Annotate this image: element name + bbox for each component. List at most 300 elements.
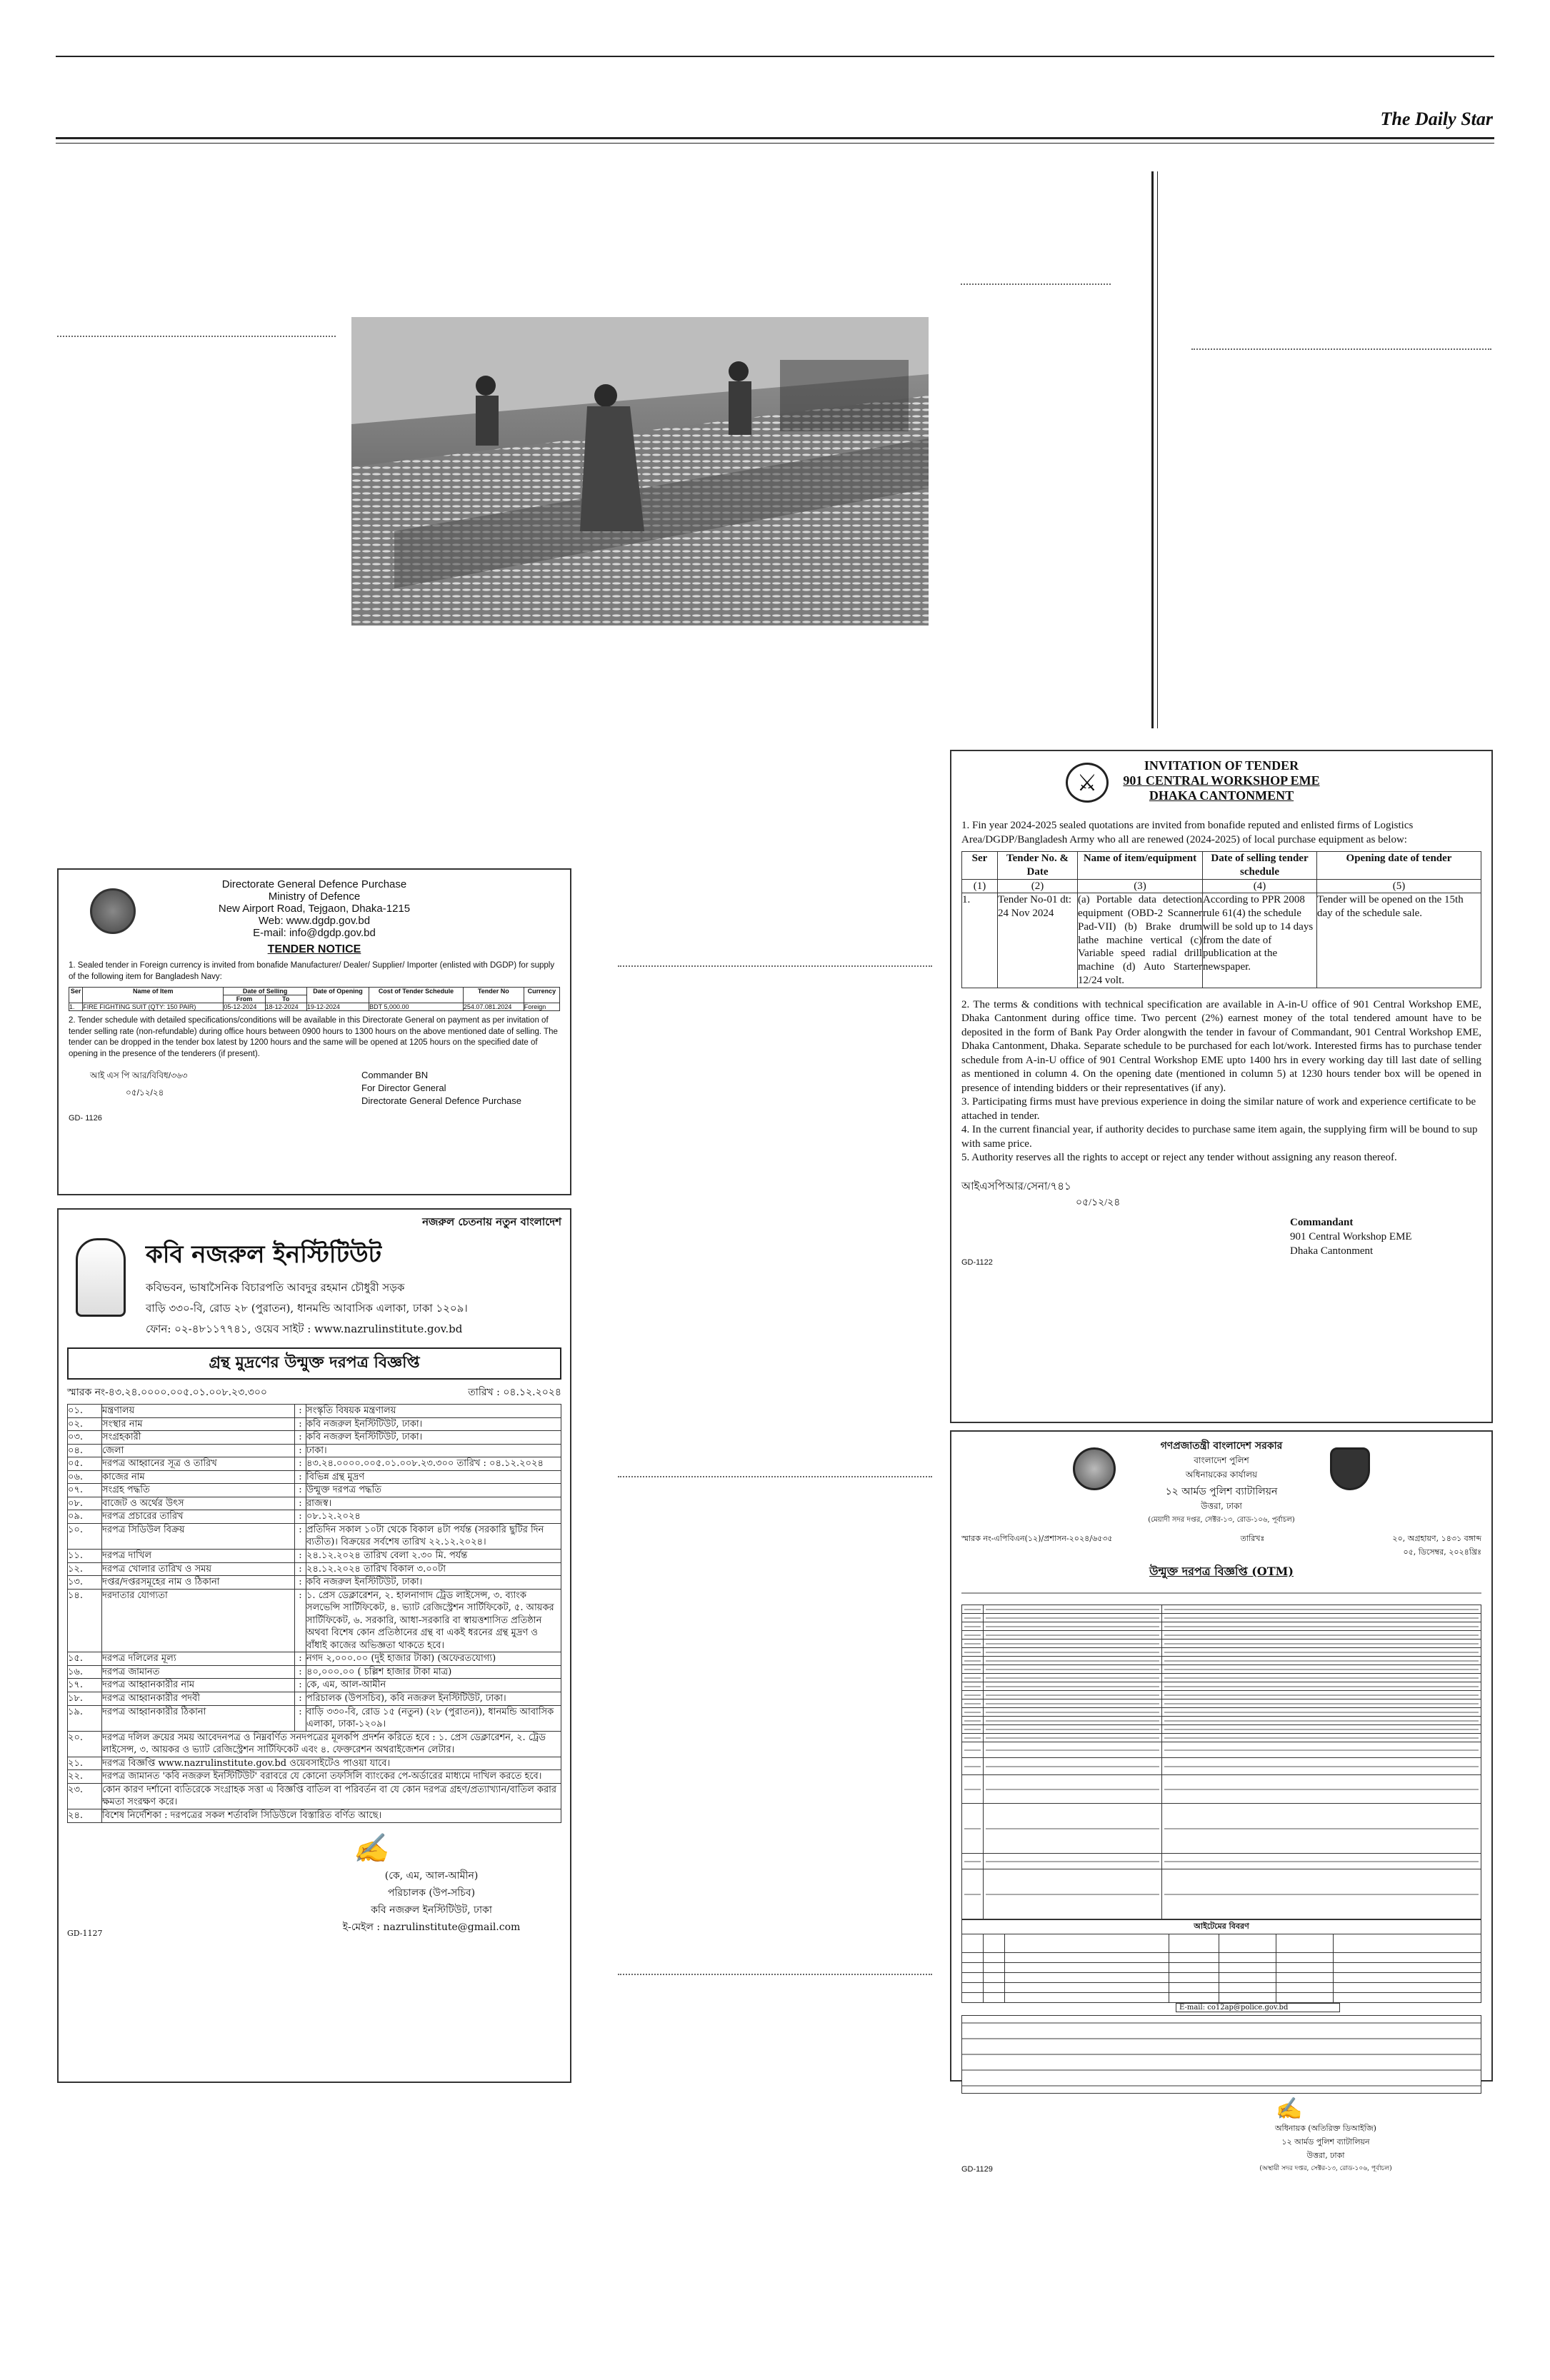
table-row [68,1665,561,1679]
text-line [986,1737,1159,1739]
text-line [986,1894,1159,1895]
table-cell [1334,1963,1481,1973]
eme-para1: 1. Fin year 2024-2025 sealed quotations are invited from bonafide reputed and enlisted firms of Logistics Area/DGDP/Bangladesh Army who all are renewed (2024-2025) of local purchase equipment as below: [961,820,1414,845]
text-line [964,1861,981,1862]
table-cell: ০১. [68,1405,102,1418]
table-row [962,1854,1481,1869]
table-cell: ০৩. [68,1431,102,1445]
dried-fish-photo-icon [351,317,929,626]
separator [961,283,1111,285]
table-cell [962,1775,984,1804]
text-line [964,1652,981,1653]
table-cell [1162,1682,1481,1691]
table-cell [984,1734,1162,1742]
table-cell [984,1983,1005,1993]
table-colon: : [295,1497,306,1510]
table-row [962,1605,1481,1614]
table-cell: ১৯. [68,1705,102,1731]
separator [618,1974,932,1975]
eme-sig1: Commandant [1290,1216,1354,1228]
eme-sig3: Dhaka Cantonment [1290,1245,1374,1257]
separator [1191,348,1491,350]
table-cell: উন্মুক্ত দরপত্র পদ্ধতি [306,1484,561,1497]
text-line [1164,1677,1479,1679]
text-line [964,1712,981,1713]
table-cell [1334,1934,1481,1953]
table-cell [984,1742,1162,1758]
table-cell [1169,1973,1219,1983]
text-line [964,1677,981,1679]
table-cell [984,1682,1162,1691]
table-cell [984,1605,1162,1614]
table-cell [984,1699,1162,1708]
table-row [962,1953,1481,1963]
table-row [962,1973,1481,1983]
table-cell [1162,1631,1481,1640]
table-cell [984,1657,1162,1665]
text-line [986,1729,1159,1730]
table-cell [984,1631,1162,1640]
table-colon: : [295,1417,306,1431]
table-cell: ০৯. [68,1510,102,1524]
table-cell: দরপত্র খোলার তারিখ ও সময় [102,1562,295,1576]
dgdp-th: To [265,995,306,1003]
nazrul-line3: ফোন: ০২-৪৮১১৭৭৪১, ওয়েব সাইট : www.nazrulinstitute.gov.bd [146,1322,463,1335]
dgdp-seal-icon [90,888,136,934]
table-cell [984,1640,1162,1648]
dgdp-title: Directorate General Defence Purchase [221,878,407,890]
table-cell [984,1691,1162,1699]
table-colon: : [295,1405,306,1418]
table-cell: কবি নজরুল ইনস্টিটিউট, ঢাকা। [306,1576,561,1590]
column-rule-2 [1157,171,1158,728]
table-cell [1169,1953,1219,1963]
text-line [986,1677,1159,1679]
table-cell [1334,1973,1481,1983]
table-cell [962,1963,984,1973]
table-row [68,1431,561,1445]
table-row [68,1457,561,1471]
table-colon: : [295,1679,306,1692]
table-cell: রাজস্ব। [306,1497,561,1510]
table-cell: প্রতিদিন সকাল ১০টা থেকে বিকাল ৪টা পর্যন্ত (সরকারি ছুটির দিন ব্যতীত)। বিক্রয়ের সর্বশেষ তারিখ ২২.১২.২০২৪। [306,1523,561,1549]
table-row [962,1640,1481,1648]
dgdp-cell: FIRE FIGHTING SUIT (QTY: 150 PAIR) [83,1003,224,1011]
separator [57,336,336,337]
table-cell [1162,1708,1481,1717]
table-cell: ২২. [68,1770,102,1784]
table-cell [962,1725,984,1734]
dgdp-cell: 19-12-2024 [306,1003,369,1011]
table-cell [1162,1742,1481,1758]
table-cell: ২০. [68,1731,102,1757]
dgdp-gd: GD- 1126 [69,1114,102,1123]
dgdp-heading: TENDER NOTICE [267,943,361,955]
table-cell: বিশেষ নির্দেশিকা : দরপত্রের সকল শর্তাবলি সিডিউলে বিস্তারিত বর্ণিত আছে। [102,1809,561,1822]
table-cell: সংগ্রহকারী [102,1431,295,1445]
separator [618,1476,932,1477]
table-cell: বাজেট ও অর্থের উৎস [102,1497,295,1510]
table-colon: : [295,1470,306,1484]
table-cell [1005,1963,1169,1973]
table-colon: : [295,1562,306,1576]
text-line [964,1609,981,1610]
table-cell: দরদাতার যোগ্যতা [102,1589,295,1652]
table-cell [1162,1691,1481,1699]
police-sig-title: অধিনায়ক (অতিরিক্ত ডিআইজি) [1275,2124,1376,2133]
table-row [962,1622,1481,1631]
table-cell [1276,1953,1334,1963]
table-cell: ১৩. [68,1576,102,1590]
table-cell: ২৪.১২.২০২৪ তারিখ বেলা ২.৩০ মি. পর্যন্ত [306,1550,561,1563]
table-cell: ১৫. [68,1652,102,1666]
eme-cell: Tender will be opened on the 15th day of the schedule sale. [1317,893,1481,988]
text-line [964,1729,981,1730]
table-cell [962,1953,984,1963]
table-cell [1169,1934,1219,1953]
table-row [962,1742,1481,1758]
text-line [964,1686,981,1687]
text-line [1164,1652,1479,1653]
table-cell [962,1674,984,1682]
eme-unit: 901 CENTRAL WORKSHOP EME [1123,773,1320,788]
text-line [986,1712,1159,1713]
text-line [986,1652,1159,1653]
eme-tender-notice [950,750,1493,1423]
table-cell [1219,1953,1276,1963]
table-cell: নগদ ২,০০০.০০ (দুই হাজার টাকা) (অফেরতযোগ্য) [306,1652,561,1666]
table-cell [962,1622,984,1631]
table-cell: জেলা [102,1444,295,1457]
text-line [1164,1609,1479,1610]
text-line [964,1828,981,1829]
nazrul-sig-org: কবি নজরুল ইনস্টিটিউট, ঢাকা [371,1904,492,1916]
text-line [964,1617,981,1619]
text-line [1164,1635,1479,1636]
table-row [68,1679,561,1692]
text-line [1164,1643,1479,1645]
table-cell [1005,1953,1169,1963]
text-line [1164,1669,1479,1670]
table-cell: কবি নজরুল ইনস্টিটিউট, ঢাকা। [306,1417,561,1431]
text-line [986,1766,1159,1767]
table-cell [962,1734,984,1742]
table-cell: দরপত্র সিডিউল বিক্রয় [102,1523,295,1549]
table-cell: বাড়ি ৩৩০-বি, রোড ১৫ (নতুন) (২৮ (পুরাতন)), ধানমন্ডি আবাসিক এলাকা, ঢাকা-১২০৯। [306,1705,561,1731]
dgdp-cell: Foreign [524,1003,559,1011]
text-line [1164,1712,1479,1713]
table-cell [962,1640,984,1648]
table-cell [962,1691,984,1699]
table-cell: ১৪. [68,1589,102,1652]
table-cell: দরপত্র প্রচারের তারিখ [102,1510,295,1524]
table-row [962,1934,1481,1953]
text-line [986,1861,1159,1862]
police-sig-addr: (অস্থায়ী সদর দপ্তর, সেক্টর-১৩, রোড-১০৬, পূর্বাচল) [1259,2165,1392,2172]
text-line [964,1635,981,1636]
table-cell [1219,1983,1276,1993]
text-line [986,1643,1159,1645]
table-cell [1162,1622,1481,1631]
police-date-label: তারিখঃ [1240,1534,1265,1543]
text-line [1164,1617,1479,1619]
text-line [1164,1737,1479,1739]
table-cell [962,1708,984,1717]
table-cell [1219,1993,1276,2003]
text-line [986,1749,1159,1751]
table-cell [962,1854,984,1869]
eme-th: Opening date of tender [1317,852,1481,880]
text-line [1164,1828,1479,1829]
nazrul-signature-icon: ✍ [353,1832,389,1865]
nazrul-date: তারিখ : ০৪.১২.২০২৪ [468,1387,561,1398]
dgdp-sig2: For Director General [361,1083,446,1094]
table-colon: : [295,1523,306,1549]
text-line [964,1766,981,1767]
police-goods-title: আইটেমের বিবরণ [961,1919,1481,1934]
text-line [1164,1694,1479,1696]
table-cell [1276,1993,1334,2003]
eme-para3: 3. Participating firms must have previous experience in doing the similar nature of work and experience certificate to be attached in tender. [961,1096,1476,1122]
dgdp-th: Ser [69,988,83,1003]
eme-heading: INVITATION OF TENDER [1144,758,1299,773]
text-line [986,1669,1159,1670]
text-line [986,1694,1159,1696]
table-cell: দরপত্র জামানত [102,1665,295,1679]
table-row [962,1614,1481,1622]
table-cell [984,1993,1005,2003]
eme-num: (3) [1078,879,1203,893]
table-row [962,1674,1481,1682]
table-cell [1334,1983,1481,1993]
table-cell [962,1717,984,1725]
table-cell: বিভিন্ন গ্রন্থ মুদ্রণ [306,1470,561,1484]
eme-para5: 5. Authority reserves all the rights to accept or reject any tender without assigning any reason thereof. [961,1152,1397,1163]
table-row [68,1510,561,1524]
table-cell [1169,1963,1219,1973]
table-colon: : [295,1550,306,1563]
dgdp-th: From [224,995,265,1003]
table-cell: ০৮. [68,1497,102,1510]
table-cell: কে, এম, আল-আমীন [306,1679,561,1692]
table-cell: ২৪.১২.২০২৪ তারিখ বিকাল ৩.০০টা [306,1562,561,1576]
dgdp-table [69,987,560,1011]
table-row [68,1692,561,1706]
police-sig-unit: ১২ আর্মড পুলিশ ব্যাটালিয়ন [1281,2137,1370,2146]
dgdp-cell: 05-12-2024 [224,1003,265,1011]
police-office: অধিনায়কের কার্যালয় [1185,1470,1258,1480]
table-cell [962,1869,984,1919]
dgdp-th: Date of Selling [224,988,307,995]
table-row [962,1804,1481,1854]
police-intro-text [961,1586,1481,1602]
nazrul-gd: GD-1127 [67,1928,103,1938]
table-cell: ০৬. [68,1470,102,1484]
table-row [962,1758,1481,1775]
table-cell: দরপত্র জামানত 'কবি নজরুল ইনস্টিটিউট' বরাবরে যে কোনো তফসিলি ব্যাংকের পে-অর্ডারের মাধ্যমে দাখিল করতে হবে। [102,1770,561,1784]
table-cell [984,1758,1162,1775]
police-heading: উন্মুক্ত দরপত্র বিজ্ঞপ্তি (OTM) [1149,1565,1294,1578]
nazrul-line2: বাড়ি ৩৩০-বি, রোড ২৮ (পুরাতন), ধানমন্ডি আবাসিক এলাকা, ঢাকা ১২০৯। [146,1302,468,1315]
table-cell [1276,1963,1334,1973]
police-email: E-mail: co12ap@police.gov.bd [1176,2003,1340,2012]
table-colon: : [295,1484,306,1497]
table-row [68,1589,561,1652]
dgdp-cell: BDT 5,000.00 [369,1003,464,1011]
eme-cell: 1. [962,893,998,988]
eme-gd: GD-1122 [961,1257,993,1267]
dgdp-th: Date of Opening [306,988,369,1003]
table-cell: ৪০,০০০.০০ ( চল্লিশ হাজার টাকা মাত্র) [306,1665,561,1679]
text-line [986,1635,1159,1636]
eme-th: Date of selling tender schedule [1203,852,1317,880]
bangladesh-emblem-icon [1073,1447,1116,1490]
table-cell [962,1973,984,1983]
table-cell [1162,1804,1481,1854]
table-cell: কোন কারণ দর্শানো ব্যতিরেকে সংগ্রাহক সত্তা এ বিজ্ঞপ্তি বাতিল বা পরিবর্তন বা যে কোন দরপত্র গ্রহণ/প্রত্যাখ্যান/বাতিল করার ক্ষমতা সংরক্ষণ করে। [102,1783,561,1809]
dgdp-th: Cost of Tender Schedule [369,988,464,1003]
table-cell [1162,1869,1481,1919]
eme-ref-date: ০৫/১২/২৪ [1076,1197,1121,1208]
eme-para4: 4. In the current financial year, if authority decides to purchase same item again, the supplying firm will be bound to sup with same price. [961,1124,1478,1150]
text-line [986,1609,1159,1610]
table-row [68,1809,561,1822]
table-cell: দরপত্র আহ্বানকারীর ঠিকানা [102,1705,295,1731]
text-line [964,1643,981,1645]
eme-table [961,851,1481,988]
dgdp-para2: 2. Tender schedule with detailed specifications/conditions will be available in this Directorate General on payment as per invitation of tender selling rate (non-refundable) during office hours between 0900 hours to 1300 hours on the above mentioned date of selling. The tender can be dropped in the tender box latest by 1200 hours and the same will be opened at 1205 hours on the specified date of opening in the presence of the tenderers (if present). [69,1016,558,1058]
text-line [986,1617,1159,1619]
table-cell [1276,1983,1334,1993]
text-line [986,1828,1159,1829]
table-cell [962,1804,984,1854]
table-cell [1162,1854,1481,1869]
table-cell [1169,1983,1219,1993]
table-cell: ০২. [68,1417,102,1431]
table-cell: ১. প্রেস ডেক্লারেশন, ২. হালনাগাদ ট্রেড লাইসেন্স, ৩. ব্যাংক সলভেন্সি সার্টিফিকেট, ৪. ভ্যাট রেজিস্ট্রেশন সার্টিফিকেট, ৫. আয়কর সার্টিফিকেট, ৬. সরকারি, আধা-সরকারি বা স্বায়ত্তশাসিত প্রতিষ্ঠান অথবা বিশেষ কোন প্রতিষ্ঠানের গ্রন্থ বা একই ধরনের গ্রন্থ মুদ্রণ ও বাঁধাই কাজের অভিজ্ঞতা থাকতে হবে। [306,1589,561,1652]
text-line [964,1626,981,1627]
police-tender-notice [950,1430,1493,2174]
separator [618,965,932,967]
table-cell: দপ্তর/দপ্তরসমূহের নাম ও ঠিকানা [102,1576,295,1590]
table-row [962,1869,1481,1919]
eme-cell: (a) Portable data detection equipment (OBD-2 Scanner Pad-VII) (b) Brake drum lathe machine vertical (c) Variable speed radial drill machine (d) Auto Starter 12/24 volt. [1078,893,1203,988]
table-cell [984,1622,1162,1631]
police-memo: স্মারক নং-এপিবিএন(১২)/প্রশাসন-২০২৪/৬৫৩৫ [961,1534,1113,1543]
table-row [962,1725,1481,1734]
table-cell [984,1934,1005,1953]
table-cell: ২৪. [68,1809,102,1822]
table-cell: ১০. [68,1523,102,1549]
table-cell: ০৫. [68,1457,102,1471]
nazrul-line1: কবিভবন, ভাষাসৈনিক বিচারপতি আবদুর রহমান চৌধুরী সড়ক [146,1281,405,1294]
table-row [68,1550,561,1563]
police-instructions [961,2015,1481,2094]
text-line [986,1789,1159,1790]
table-cell: ঢাকা। [306,1444,561,1457]
table-cell: ১২. [68,1562,102,1576]
text-line [964,1749,981,1751]
table-cell: মন্ত্রণালয় [102,1405,295,1418]
table-cell: সংস্থার নাম [102,1417,295,1431]
table-cell [1005,1983,1169,1993]
dgdp-cell: 254.07.081.2024 [463,1003,524,1011]
dgdp-ministry: Ministry of Defence [268,890,361,903]
table-cell [1219,1934,1276,1953]
table-cell [1169,1993,1219,2003]
table-row [962,1993,1481,2003]
table-colon: : [295,1692,306,1706]
table-row [962,1631,1481,1640]
text-line [1164,1703,1479,1704]
table-cell [984,1648,1162,1657]
eme-cell: Tender No-01 dt: 24 Nov 2024 [998,893,1078,988]
text-line [1164,1861,1479,1862]
text-line [986,1686,1159,1687]
table-cell [1276,1973,1334,1983]
eme-th: Name of item/equipment [1078,852,1203,880]
column-rule [1151,171,1154,728]
table-row [68,1705,561,1731]
table-cell [962,1983,984,1993]
table-cell: ১৭. [68,1679,102,1692]
police-gd: GD-1129 [961,2165,993,2174]
table-cell [1162,1699,1481,1708]
eme-num: (5) [1317,879,1481,893]
eme-num: (4) [1203,879,1317,893]
table-row [68,1444,561,1457]
table-row [962,1665,1481,1674]
table-row [962,1963,1481,1973]
nazrul-title: কবি নজরুল ইনস্টিটিউট [146,1240,382,1269]
nazrul-sig-title: পরিচালক (উপ-সচিব) [387,1887,476,1899]
table-colon: : [295,1457,306,1471]
table-cell: ২৩. [68,1783,102,1809]
table-cell [1162,1605,1481,1614]
text-line [986,1720,1159,1722]
table-row [68,1497,561,1510]
dgdp-sig3: Directorate General Defence Purchase [361,1095,522,1107]
table-cell [962,1742,984,1758]
text-line [1164,1626,1479,1627]
table-cell [1162,1734,1481,1742]
masthead-rule [56,137,1494,139]
text-line [964,1703,981,1704]
dgdp-ref-date: ০৫/১২/২৪ [126,1088,164,1098]
text-line [1164,1686,1479,1687]
table-cell: ৪৩.২৪.০০০০.০০৫.০১.০০৮.২৩.৩০০ তারিখ : ০৪.১২.২০২৪ [306,1457,561,1471]
nazrul-logo-icon [76,1238,126,1317]
table-cell: দরপত্র আহ্বানকারীর পদবী [102,1692,295,1706]
eme-place: DHAKA CANTONMENT [1149,788,1294,803]
table-cell [1162,1657,1481,1665]
dgdp-th: Tender No [463,988,524,1003]
table-row [68,1770,561,1784]
text-line [1164,1789,1479,1790]
nazrul-sig-email: ই-মেইল : nazrulinstitute@gmail.com [342,1921,521,1933]
text-line [1164,1729,1479,1730]
table-cell [984,1804,1162,1854]
table-cell [1005,1993,1169,2003]
table-colon: : [295,1705,306,1731]
table-cell [1162,1665,1481,1674]
table-row [962,1691,1481,1699]
text-line [964,1694,981,1696]
table-colon: : [295,1444,306,1457]
table-cell [962,1631,984,1640]
police-city: উত্তরা, ঢাকা [1201,1501,1242,1511]
eme-th: Tender No. & Date [998,852,1078,880]
